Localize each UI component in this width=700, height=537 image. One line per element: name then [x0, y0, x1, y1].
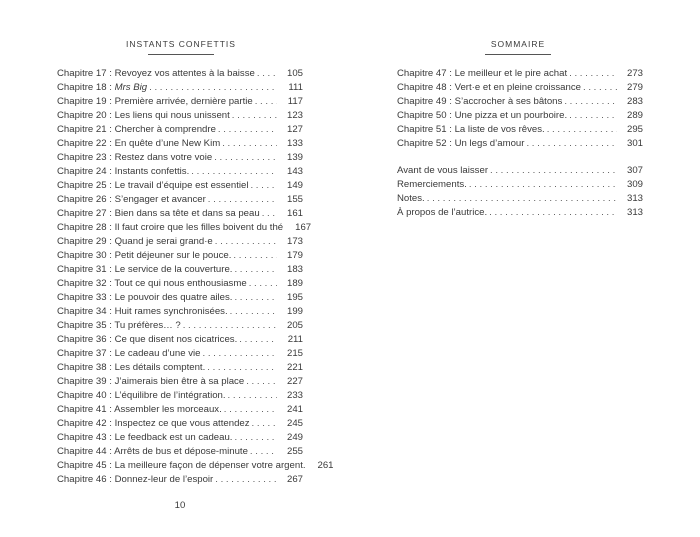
toc-entry-title: Chapitre 38 : Les détails comptent.: [57, 362, 206, 373]
toc-entry-title: Chapitre 37 : Le cadeau d’une vie: [57, 348, 201, 359]
dot-leader: [233, 249, 277, 263]
header-title: SOMMAIRE: [490, 39, 546, 49]
toc-entry: [57, 95, 303, 109]
toc-entry-page: 117: [287, 96, 303, 107]
toc-entry-page: 205: [286, 320, 303, 331]
toc-entry-page: 261: [317, 460, 334, 471]
toc-entry-title: Chapitre 29 : Quand je serai grand·e: [57, 236, 213, 247]
toc-entry: [57, 473, 303, 487]
toc-entry: [57, 431, 303, 445]
toc-entry-title: Chapitre 26 : S’engager et avancer: [57, 194, 206, 205]
dot-leader: [207, 361, 277, 375]
toc-entry: [57, 123, 303, 137]
toc-entry-page: 173: [286, 236, 303, 247]
toc-entry: [57, 291, 303, 305]
toc-entry-title: Chapitre 36 : Ce que disent nos cicatrices.: [57, 334, 238, 345]
toc-entry-page: 123: [286, 110, 303, 121]
toc-entry: [397, 123, 643, 137]
toc-entry: [57, 459, 334, 473]
toc-entry: [57, 221, 312, 235]
toc-entry-page: 245: [286, 418, 303, 429]
toc-entry: [57, 249, 303, 263]
toc-entry-title: Chapitre 18 : Mrs Big: [57, 82, 148, 93]
toc-entry: [57, 67, 303, 81]
toc-entry-page: 199: [286, 306, 303, 317]
toc-entry-page: 227: [286, 376, 303, 387]
header-rule: [148, 54, 214, 55]
toc-entry-page: 127: [286, 124, 303, 135]
toc-entry-title: Chapitre 47 : Le meilleur et le pire achat: [397, 68, 568, 79]
dot-leader: [252, 417, 277, 431]
toc-entry: [397, 178, 643, 192]
dot-leader: [249, 277, 277, 291]
toc-entry-title: Chapitre 46 : Donnez-leur de l’espoir: [57, 474, 214, 485]
dot-leader: [202, 347, 277, 361]
toc-entry-title: Chapitre 33 : Le pouvoir des quatre ailes.: [57, 292, 233, 303]
toc-entry: [57, 151, 303, 165]
dot-leader: [224, 403, 277, 417]
dot-leader: [526, 137, 617, 151]
toc-entry: [57, 277, 303, 291]
toc-entry-title: Chapitre 21 : Chercher à comprendre: [57, 124, 216, 135]
running-header-right: [438, 39, 598, 55]
toc-entry-title: Chapitre 25 : Le travail d’équipe est essentiel: [57, 180, 249, 191]
toc-entry-title: Chapitre 44 : Arrêts de bus et dépose-minute: [57, 446, 248, 457]
toc-entry-page: 289: [626, 110, 643, 121]
toc-entry: [57, 445, 303, 459]
toc-entry: [397, 95, 643, 109]
toc-entry-title: Chapitre 19 : Première arrivée, dernière partie: [57, 96, 253, 107]
toc-entry: [57, 389, 303, 403]
toc-entry-title: Chapitre 27 : Bien dans sa tête et dans sa peau: [57, 208, 260, 219]
toc-entry: [57, 207, 303, 221]
dot-leader: [234, 431, 277, 445]
toc-entry: [397, 192, 643, 206]
toc-entry-page: 155: [286, 194, 303, 205]
toc-entry: [57, 305, 303, 319]
toc-entry-page: 161: [286, 208, 303, 219]
toc-entry-title: Remerciements.: [397, 179, 467, 190]
toc-entry-title: Chapitre 49 : S’accrocher à ses bâtons: [397, 96, 563, 107]
dot-leader: [250, 445, 277, 459]
dot-leader: [234, 291, 277, 305]
dot-leader: [547, 123, 617, 137]
toc-entry: [57, 81, 303, 95]
toc-entry-title: Chapitre 48 : Vert·e et en pleine croissance: [397, 82, 581, 93]
toc-entry-title: Chapitre 40 : L’équilibre de l’intégration.: [57, 390, 226, 401]
toc-entry: [57, 333, 303, 347]
toc-entry-title: Chapitre 41 : Assembler les morceaux.: [57, 404, 222, 415]
toc-entry-page: 255: [286, 446, 303, 457]
toc-entry-page: 215: [286, 348, 303, 359]
toc-right-list: [397, 67, 643, 220]
toc-entry-page: 167: [295, 222, 312, 233]
toc-entry: [397, 109, 643, 123]
dot-leader: [250, 179, 277, 193]
toc-entry-page: 249: [286, 432, 303, 443]
dot-leader: [246, 375, 277, 389]
toc-entry-title: Chapitre 43 : Le feedback est un cadeau.: [57, 432, 233, 443]
dot-leader: [228, 389, 277, 403]
dot-leader: [564, 95, 617, 109]
toc-entry-title: Chapitre 22 : En quête d’une New Kim: [57, 138, 221, 149]
toc-entry-page: 267: [286, 474, 303, 485]
toc-entry-page: 211: [287, 334, 303, 345]
toc-entry: [57, 347, 303, 361]
toc-entry-title: Chapitre 17 : Revoyez vos attentes à la baisse: [57, 68, 255, 79]
toc-entry: [57, 235, 303, 249]
toc-entry: [57, 417, 303, 431]
toc-entry-page: 143: [286, 166, 303, 177]
toc-entry-page: 313: [626, 193, 643, 204]
dot-leader: [183, 319, 277, 333]
toc-entry-title: Chapitre 23 : Restez dans votre voie: [57, 152, 213, 163]
toc-entry-title: Chapitre 20 : Les liens qui nous unissent: [57, 110, 230, 121]
toc-entry-page: 189: [286, 278, 303, 289]
toc-entry-page: 195: [286, 292, 303, 303]
toc-entry-title: Chapitre 51 : La liste de vos rêves.: [397, 124, 545, 135]
dot-leader: [469, 178, 617, 192]
dot-leader: [191, 165, 277, 179]
toc-entry: [57, 137, 303, 151]
toc-entry-title: Avant de vous laisser: [397, 165, 489, 176]
toc-entry-title: Notes.: [397, 193, 425, 204]
section-gap: [397, 151, 643, 164]
toc-entry-page: 221: [286, 362, 303, 373]
toc-entry-page: 133: [286, 138, 303, 149]
dot-leader: [222, 137, 277, 151]
dot-leader: [230, 305, 277, 319]
dot-leader: [215, 235, 277, 249]
header-rule: [485, 54, 551, 55]
toc-entry: [397, 164, 643, 178]
dot-leader: [255, 95, 277, 109]
dot-leader: [490, 164, 617, 178]
toc-entry-page: 313: [626, 207, 643, 218]
dot-leader: [232, 109, 277, 123]
toc-entry-title: Chapitre 52 : Un legs d’amour: [397, 138, 525, 149]
toc-entry-title: Chapitre 34 : Huit rames synchronisées.: [57, 306, 228, 317]
dot-leader: [215, 473, 277, 487]
toc-entry: [57, 319, 303, 333]
toc-entry-title: Chapitre 39 : J’aimerais bien être à sa place: [57, 376, 245, 387]
running-header-left: [101, 39, 261, 55]
toc-entry: [57, 403, 303, 417]
toc-entry-title: Chapitre 31 : Le service de la couverture.: [57, 264, 233, 275]
toc-entry: [57, 193, 303, 207]
toc-entry-page: 139: [286, 152, 303, 163]
toc-entry-page: 149: [286, 180, 303, 191]
toc-left-list: [57, 67, 334, 487]
dot-leader: [489, 206, 617, 220]
toc-entry-title: Chapitre 42 : Inspectez ce que vous attendez: [57, 418, 250, 429]
dot-leader: [583, 81, 617, 95]
header-title: INSTANTS CONFETTIS: [126, 39, 236, 49]
toc-entry: [397, 137, 643, 151]
toc-entry: [57, 165, 303, 179]
page-number: 10: [174, 500, 186, 511]
toc-entry-title: Chapitre 50 : Une pizza et un pourboire.: [397, 110, 568, 121]
toc-entry-page: 307: [626, 165, 643, 176]
toc-entry-title: Chapitre 35 : Tu préfères… ?: [57, 320, 181, 331]
dot-leader: [149, 81, 277, 95]
toc-entry-page: 233: [286, 390, 303, 401]
dot-leader: [427, 192, 617, 206]
toc-entry-page: 283: [626, 96, 643, 107]
toc-entry: [57, 375, 303, 389]
toc-entry-title: À propos de l’autrice.: [397, 207, 488, 218]
toc-entry-page: 309: [626, 179, 643, 190]
dot-leader: [569, 109, 617, 123]
toc-entry-page: 183: [286, 264, 303, 275]
toc-entry-page: 111: [288, 82, 303, 93]
toc-entry-title: Chapitre 45 : La meilleure façon de dépenser votre argent.: [57, 460, 306, 471]
dot-leader: [262, 207, 277, 221]
toc-entry-page: 241: [286, 404, 303, 415]
toc-entry: [57, 179, 303, 193]
toc-entry-title: Chapitre 32 : Tout ce qui nous enthousiasme: [57, 278, 247, 289]
dot-leader: [239, 333, 277, 347]
toc-entry-page: 295: [626, 124, 643, 135]
dot-leader: [208, 193, 277, 207]
dot-leader: [214, 151, 277, 165]
dot-leader: [218, 123, 277, 137]
toc-entry: [397, 81, 643, 95]
toc-entry: [397, 206, 643, 220]
dot-leader: [257, 67, 277, 81]
toc-entry-title: Chapitre 30 : Petit déjeuner sur le pouce.: [57, 250, 232, 261]
toc-entry: [57, 263, 303, 277]
toc-entry: [397, 67, 643, 81]
dot-leader: [234, 263, 277, 277]
toc-entry-title: Chapitre 28 : Il faut croire que les filles boivent du thé: [57, 222, 284, 233]
toc-entry-page: 179: [286, 250, 303, 261]
toc-entry: [57, 361, 303, 375]
toc-entry-page: 273: [626, 68, 643, 79]
toc-entry-page: 279: [626, 82, 643, 93]
dot-leader: [569, 67, 617, 81]
toc-entry-page: 105: [286, 68, 303, 79]
toc-entry-page: 301: [626, 138, 643, 149]
toc-entry-title: Chapitre 24 : Instants confettis.: [57, 166, 190, 177]
toc-entry: [57, 109, 303, 123]
